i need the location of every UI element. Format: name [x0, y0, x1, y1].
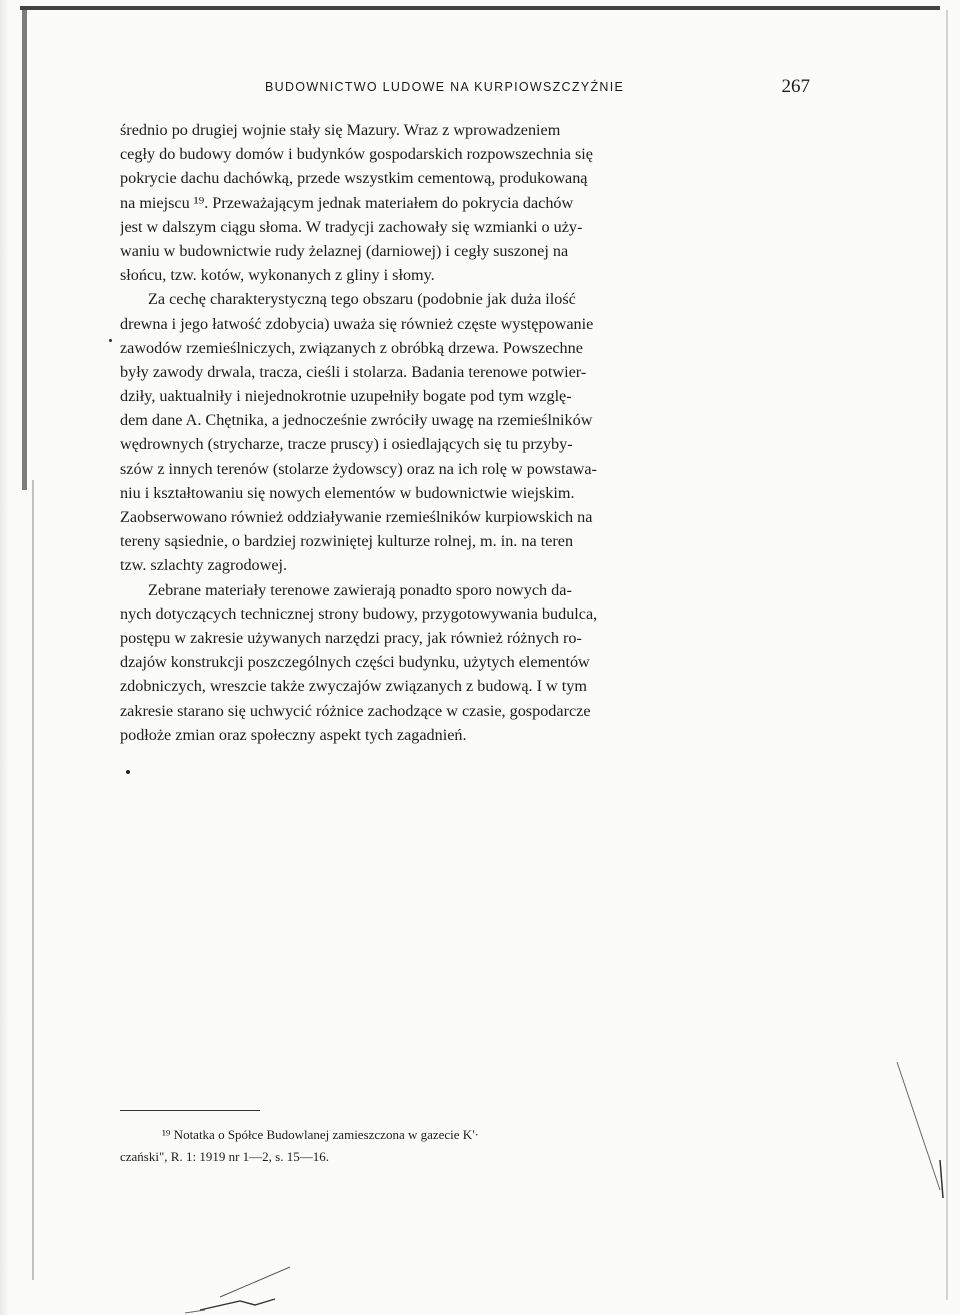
scan-binding-edge — [22, 10, 27, 490]
text-line: postępu w zakresie używanych narzędzi pracy, jak również różnych ro- — [120, 628, 582, 647]
running-head — [120, 76, 810, 100]
text-line: podłoże zmian oraz społeczny aspekt tych zagadnień. — [120, 725, 467, 744]
text-line: zdobniczych, wreszcie także zwyczajów związanych z budową. I w tym — [120, 677, 587, 696]
footnote-line: czański", R. 1: 1919 nr 1—2, s. 15—16. — [120, 1149, 329, 1164]
footnote-rule — [120, 1110, 260, 1111]
scan-left-shadow — [0, 0, 9, 1315]
text-line: wędrownych (strycharze, tracze pruscy) i osiedlających się tu przyby- — [120, 435, 573, 454]
text-line: waniu w budownictwie rudy żelaznej (darniowej) i cegły suszonej na — [120, 241, 569, 260]
text-line: tereny sąsiednie, o bardziej rozwiniętej kulturze rolnej, m. in. na teren — [120, 532, 574, 551]
text-line: średnio po drugiej wojnie stały się Mazury. Wraz z wprowadzeniem — [120, 121, 561, 139]
pencil-scribble — [180, 1255, 320, 1315]
text-line: cegły do budowy domów i budynków gospodarskich rozpowszechnia się — [120, 145, 593, 164]
text-line: Zebrane materiały terenowe zawierają ponadto sporo nowych da- — [148, 580, 572, 599]
text-line: zakresie starano się uchwycić różnice zachodzące w czasie, gospodarcze — [120, 701, 591, 720]
text-line: dem dane A. Chętnika, a jednocześnie zwróciły uwagę na rzemieślników — [120, 411, 593, 430]
text-line: dzajów konstrukcji poszczególnych części budynku, użytych elementów — [120, 653, 590, 672]
text-line: szów z innych terenów (stolarze żydowscy) oraz na ich rolę w powstawa- — [120, 459, 597, 478]
margin-stroke — [895, 1060, 945, 1200]
running-title: BUDOWNICTWO LUDOWE NA KURPIOWSZCZYŹNIE — [265, 80, 625, 94]
scan-top-edge — [20, 6, 940, 10]
text-line: Zaobserwowano również oddziaływanie rzemieślników kurpiowskich na — [120, 508, 593, 526]
body-text — [120, 118, 810, 747]
text-line: Za cechę charakterystyczną tego obszaru (podobnie jak duża ilość — [148, 290, 576, 309]
stray-mark — [126, 770, 130, 774]
text-line: były zawody drwala, tracza, cieśli i stolarza. Badania terenowe potwier- — [120, 362, 587, 381]
scan-right-edge — [946, 10, 948, 1300]
text-line: pokrycie dachu dachówką, przede wszystkim cementową, produkowaną — [120, 169, 588, 188]
page-number: 267 — [781, 76, 810, 97]
text-line: niu i kształtowaniu się nowych elementów w budownictwie wiejskim. — [120, 483, 575, 502]
text-line: dziły, uaktualniły i niejednokrotnie uzupełniły bogate pod tym wzglę- — [120, 387, 572, 406]
text-line: drewna i jego łatwość zdobycia) uważa się również częste występowanie — [120, 314, 594, 333]
margin-mark — [109, 339, 112, 342]
text-line: tzw. szlachty zagrodowej. — [120, 556, 288, 575]
footnotes — [120, 1124, 680, 1168]
footnote-line: ¹⁹ Notatka o Spółce Budowlanej zamieszczona w gazecie K'· — [162, 1127, 479, 1142]
text-line: nych dotyczących technicznej strony budowy, przygotowywania budulca, — [120, 604, 598, 623]
text-line: na miejscu ¹⁹. Przeważającym jednak materiałem do pokrycia dachów — [120, 193, 574, 212]
text-line: jest w dalszym ciągu słoma. W tradycji zachowały się wzmianki o uży- — [120, 217, 583, 236]
text-line: zawodów rzemieślniczych, związanych z obróbką drzewa. Powszechne — [120, 338, 583, 357]
scan-binding-edge-lower — [32, 480, 34, 1280]
text-line: słońcu, tzw. kotów, wykonanych z gliny i słomy. — [120, 266, 435, 285]
